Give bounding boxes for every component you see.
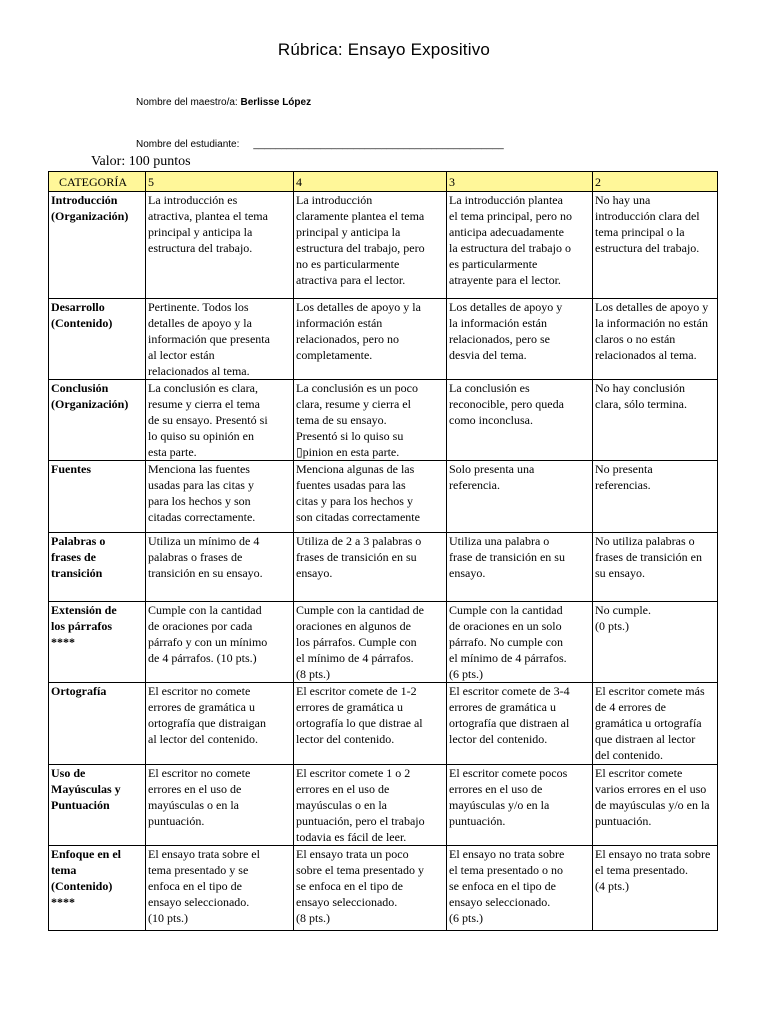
- header-score-4: 4: [294, 172, 447, 192]
- descriptor-cell: Menciona algunas de las fuentes usadas para las citas y para los hechos y son citadas correctamente: [294, 461, 447, 533]
- rubric-table: [48, 171, 718, 931]
- table-row: [49, 846, 718, 931]
- header-score-3: 3: [447, 172, 593, 192]
- teacher-line: [136, 97, 311, 108]
- descriptor-cell: La introducción es atractiva, plantea el tema principal y anticipa la estructura del trabajo.: [146, 192, 294, 299]
- header-category: CATEGORÍA: [49, 172, 146, 192]
- descriptor-cell: Cumple con la cantidad de oraciones en algunos de los párrafos. Cumple con el mínimo de 4 párrafos. (8 pts.): [294, 602, 447, 683]
- descriptor-cell: El escritor comete de 3-4 errores de gramática u ortografía que distraen al lector del contenido.: [447, 683, 593, 765]
- criterion-cell: Conclusión (Organización): [49, 380, 146, 461]
- criterion-cell: Ortografía: [49, 683, 146, 765]
- descriptor-cell: Los detalles de apoyo y la información están relacionados, pero se desvia del tema.: [447, 299, 593, 380]
- descriptor-cell: El escritor comete más de 4 errores de gramática u ortografía que distraen al lector del contenido.: [593, 683, 718, 765]
- descriptor-cell: La introducción plantea el tema principal, pero no anticipa adecuadamente la estructura del trabajo o es particularmente atrayente para el lector.: [447, 192, 593, 299]
- header-score-2: 2: [593, 172, 718, 192]
- criterion-cell: Desarrollo (Contenido): [49, 299, 146, 380]
- table-row: [49, 299, 718, 380]
- table-row: [49, 602, 718, 683]
- descriptor-cell: El ensayo trata sobre el tema presentado y se enfoca en el tipo de ensayo seleccionado. (10 pts.): [146, 846, 294, 931]
- descriptor-cell: El escritor comete varios errores en el uso de mayúsculas y/o en la puntuación.: [593, 765, 718, 846]
- descriptor-cell: No utiliza palabras o frases de transición en su ensayo.: [593, 533, 718, 602]
- student-name-blank: _____________________________________________: [253, 139, 504, 150]
- descriptor-cell: Utiliza una palabra o frase de transición en su ensayo.: [447, 533, 593, 602]
- descriptor-cell: La conclusión es reconocible, pero queda como inconclusa.: [447, 380, 593, 461]
- descriptor-cell: El escritor comete 1 o 2 errores en el uso de mayúsculas o en la puntuación, pero el trabajo todavia es fácil de leer.: [294, 765, 447, 846]
- criterion-cell: Fuentes: [49, 461, 146, 533]
- student-line: [136, 139, 504, 150]
- table-row: [49, 380, 718, 461]
- table-row: [49, 683, 718, 765]
- page-title: Rúbrica: Ensayo Expositivo: [277, 40, 491, 59]
- descriptor-cell: El ensayo no trata sobre el tema presentado. (4 pts.): [593, 846, 718, 931]
- descriptor-cell: La conclusión es un poco clara, resume y cierra el tema de su ensayo. Presentó si lo quiso su ▯pinion en esta parte.: [294, 380, 447, 461]
- descriptor-cell: La introducción claramente plantea el tema principal y anticipa la estructura del trabajo, pero no es particularmente atractiva para el lector.: [294, 192, 447, 299]
- table-row: [49, 765, 718, 846]
- descriptor-cell: No hay conclusión clara, sólo termina.: [593, 380, 718, 461]
- descriptor-cell: El escritor comete pocos errores en el uso de mayúsculas y/o en la puntuación.: [447, 765, 593, 846]
- header-score-5: 5: [146, 172, 294, 192]
- descriptor-cell: Pertinente. Todos los detalles de apoyo y la información que presenta al lector están relacionados al tema.: [146, 299, 294, 380]
- criterion-cell: Uso de Mayúsculas y Puntuación: [49, 765, 146, 846]
- descriptor-cell: No cumple. (0 pts.): [593, 602, 718, 683]
- criterion-cell: Enfoque en el tema (Contenido) ****: [49, 846, 146, 931]
- descriptor-cell: Menciona las fuentes usadas para las citas y para los hechos y son citadas correctamente.: [146, 461, 294, 533]
- descriptor-cell: El ensayo trata un poco sobre el tema presentado y se enfoca en el tipo de ensayo seleccionado. (8 pts.): [294, 846, 447, 931]
- criterion-cell: Extensión de los párrafos ****: [49, 602, 146, 683]
- descriptor-cell: Utiliza un mínimo de 4 palabras o frases de transición en su ensayo.: [146, 533, 294, 602]
- descriptor-cell: Los detalles de apoyo y la información están relacionados, pero no completamente.: [294, 299, 447, 380]
- descriptor-cell: Solo presenta una referencia.: [447, 461, 593, 533]
- descriptor-cell: El escritor no comete errores de gramática u ortografía que distraigan al lector del contenido.: [146, 683, 294, 765]
- descriptor-cell: No presenta referencias.: [593, 461, 718, 533]
- descriptor-cell: La conclusión es clara, resume y cierra el tema de su ensayo. Presentó si lo quiso su opinión en esta parte.: [146, 380, 294, 461]
- descriptor-cell: El escritor no comete errores en el uso de mayúsculas o en la puntuación.: [146, 765, 294, 846]
- teacher-name: Berlisse López: [240, 97, 312, 108]
- total-points: Valor: 100 puntos: [91, 154, 191, 169]
- teacher-label: Nombre del maestro/a:: [136, 97, 238, 108]
- descriptor-cell: El ensayo no trata sobre el tema presentado o no se enfoca en el tipo de ensayo seleccionado. (6 pts.): [447, 846, 593, 931]
- descriptor-cell: No hay una introducción clara del tema principal o la estructura del trabajo.: [593, 192, 718, 299]
- table-row: [49, 461, 718, 533]
- table-row: [49, 192, 718, 299]
- descriptor-cell: Los detalles de apoyo y la información no están claros o no están relacionados al tema.: [593, 299, 718, 380]
- criterion-cell: Palabras o frases de transición: [49, 533, 146, 602]
- descriptor-cell: Cumple con la cantidad de oraciones en un solo párrafo. No cumple con el mínimo de 4 párrafos. (6 pts.): [447, 602, 593, 683]
- student-label: Nombre del estudiante:: [136, 139, 240, 150]
- rubric-header-row: [49, 172, 718, 192]
- descriptor-cell: El escritor comete de 1-2 errores de gramática u ortografía lo que distrae al lector del contenido.: [294, 683, 447, 765]
- descriptor-cell: Cumple con la cantidad de oraciones por cada párrafo y con un mínimo de 4 párrafos. (10 pts.): [146, 602, 294, 683]
- criterion-cell: Introducción (Organización): [49, 192, 146, 299]
- descriptor-cell: Utiliza de 2 a 3 palabras o frases de transición en su ensayo.: [294, 533, 447, 602]
- table-row: [49, 533, 718, 602]
